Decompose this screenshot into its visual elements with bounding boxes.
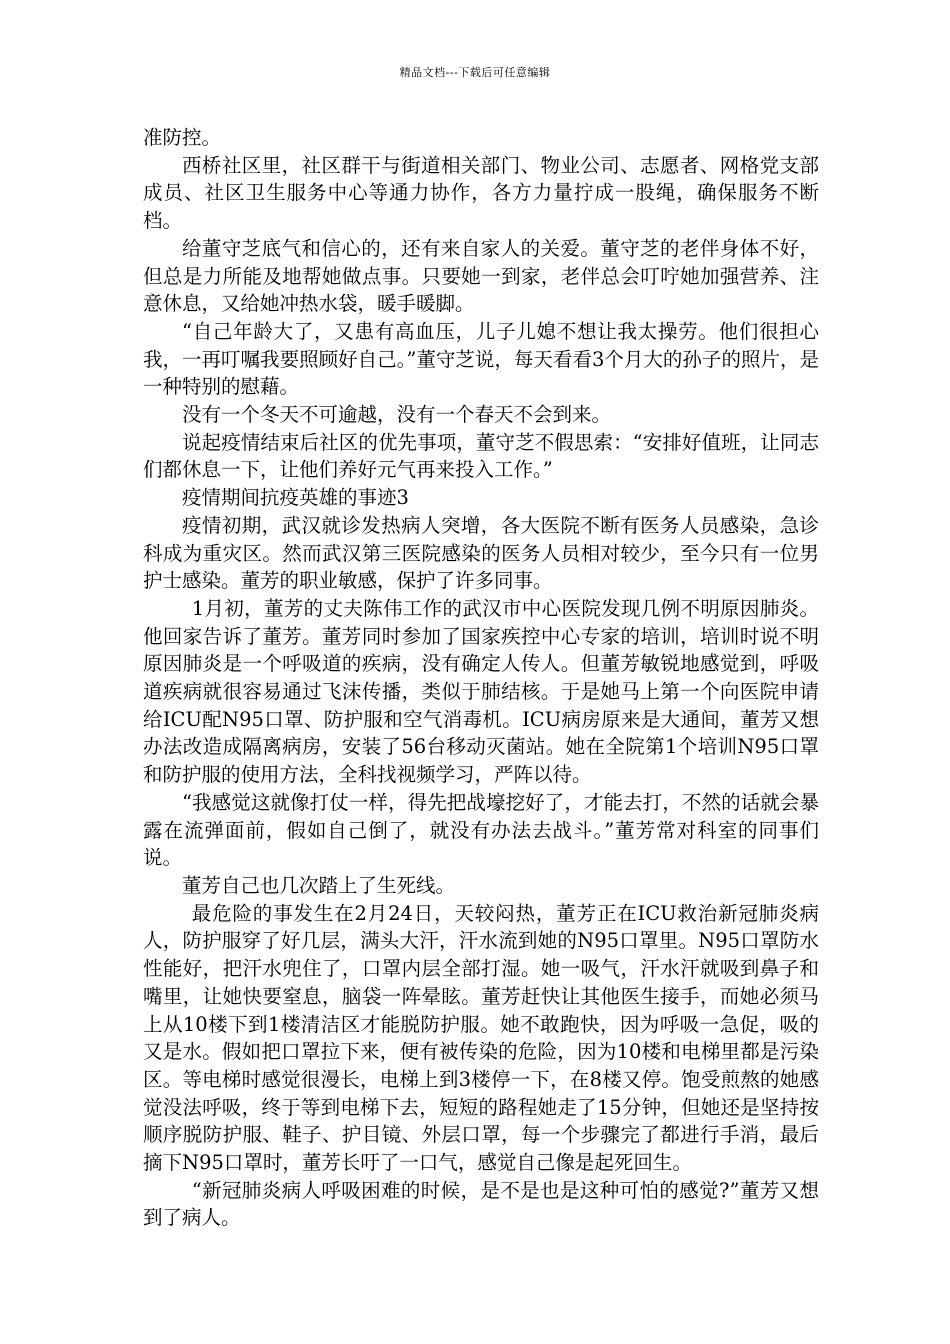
paragraph-1: 准防控。 (143, 126, 222, 149)
page-header: 精品文档---下载后可任意编辑 (399, 66, 551, 79)
document-body (143, 124, 819, 1232)
section-heading: 疫情期间抗疫英雄的事迹3 (182, 486, 409, 510)
paragraph-9: “我感觉这就像打仗一样，得先把战壕挖好了，才能去打，不然的话就会暴露在流弹面前，假如自己倒了，就没有办法去战斗。”董芳常对科室的同事们说。 (143, 790, 819, 870)
paragraph-4: “自己年龄大了，又患有高血压，儿子儿媳不想让我太操劳。他们很担心我，一再叮嘱我要照顾好自己。”董守芝说，每天看看3个月大的孙子的照片，是一种特别的慰藉。 (143, 319, 819, 399)
paragraph-6: 说起疫情结束后社区的优先事项，董守芝不假思索：“安排好值班，让同志们都休息一下，让他们养好元气再来投入工作。” (143, 430, 819, 482)
paragraph-8: 1月初，董芳的丈夫陈伟工作的武汉市中心医院发现几例不明原因肺炎。他回家告诉了董芳。董芳同时参加了国家疾控中心专家的培训，培训时说不明原因肺炎是一个呼吸道的疾病，没有确定人传人。但董芳敏锐地感觉到，呼吸道疾病就很容易通过飞沫传播，类似于肺结核。于是她马上第一个向医院申请给ICU配N95口罩、防护服和空气消毒机。ICU病房原来是大通间，董芳又想办法改造成隔离病房，安装了56台移动灭菌站。她在全院第1个培训N95口罩和防护服的使用方法，全科找视频学习，严阵以待。 (143, 596, 819, 787)
paragraph-3: 给董守芝底气和信心的，还有来自家人的关爱。董守芝的老伴身体不好，但总是力所能及地帮她做点事。只要她一到家，老伴总会叮咛她加强营养、注意休息，又给她冲热水袋，暖手暖脚。 (143, 236, 819, 316)
paragraph-11: 最危险的事发生在2月24日，天较闷热，董芳正在ICU救治新冠肺炎病人，防护服穿了好几层，满头大汗，汗水流到她的N95口罩里。N95口罩防水性能好，把汗水兜住了，口罩内层全部打湿。她一吸气，汗水汗就吸到鼻子和嘴里，让她快要窒息，脑袋一阵晕眩。董芳赶快让其他医生接手，而她必须马上从10楼下到1楼清洁区才能脱防护服。她不敢跑快，因为呼吸一急促，吸的又是水。假如把口罩拉下来，便有被传染的危险，因为10楼和电梯里都是污染区。等电梯时感觉很漫长，电梯上到3楼停一下，在8楼又停。饱受煎熬的她感觉没法呼吸，终于等到电梯下去，短短的路程她走了15分钟，但她还是坚持按顺序脱防护服、鞋子、护目镜、外层口罩，每一个步骤完了都进行手消，最后摘下N95口罩时，董芳长吁了一口气，感觉自己像是起死回生。 (143, 901, 819, 1175)
paragraph-10: 董芳自己也几次踏上了生死线。 (182, 873, 456, 897)
paragraph-7: 疫情初期，武汉就诊发热病人突增，各大医院不断有医务人员感染，急诊科成为重灾区。然而武汉第三医院感染的医务人员相对较少，至今只有一位男护士感染。董芳的职业敏感，保护了许多同事。 (143, 513, 819, 593)
paragraph-2: 西桥社区里，社区群干与街道相关部门、物业公司、志愿者、网格党支部成员、社区卫生服务中心等通力协作，各方力量拧成一股绳，确保服务不断档。 (143, 153, 819, 233)
paragraph-5: 没有一个冬天不可逾越，没有一个春天不会到来。 (182, 403, 612, 427)
paragraph-12: “新冠肺炎病人呼吸困难的时候，是不是也是这种可怕的感觉?”董芳又想到了病人。 (143, 1178, 819, 1230)
